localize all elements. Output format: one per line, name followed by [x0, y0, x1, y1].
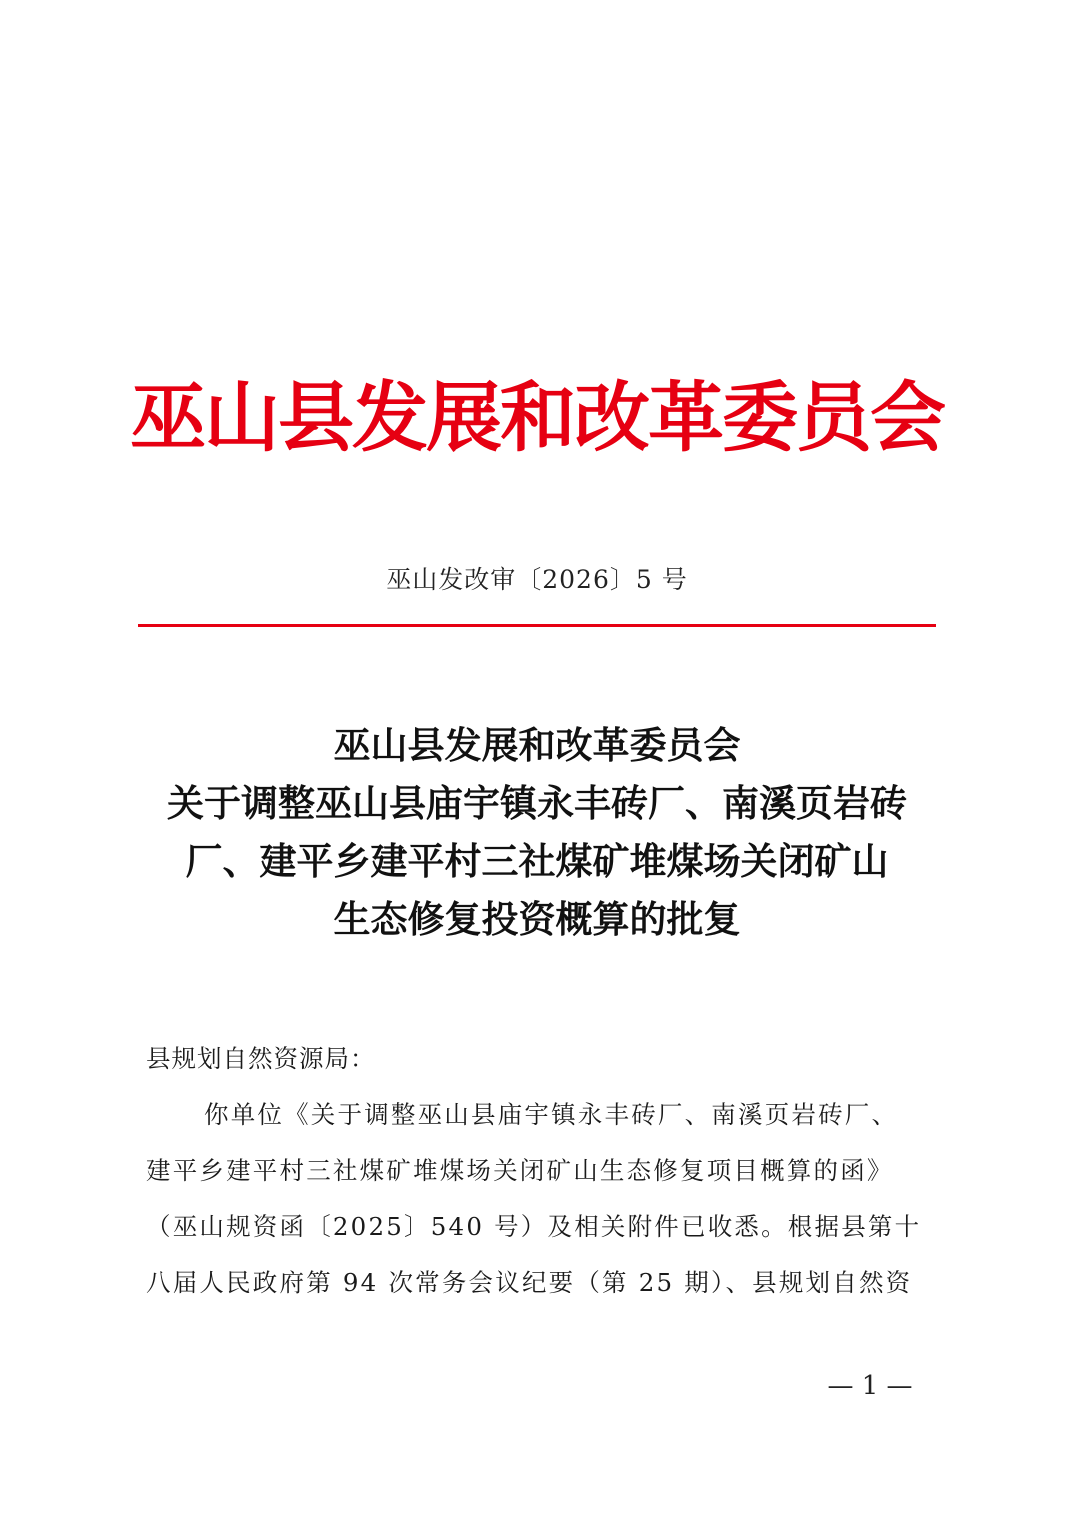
title-line: 巫山县发展和改革委员会 [333, 723, 741, 767]
body-line: 建平乡建平村三社煤矿堆煤场关闭矿山生态修复项目概算的函》 [146, 1156, 894, 1185]
body-line: 你单位《关于调整巫山县庙宇镇永丰砖厂、南溪页岩砖厂、 [204, 1100, 899, 1129]
letterhead-org-name: 巫山县发展和改革委员会 [130, 373, 944, 462]
title-line: 关于调整巫山县庙宇镇永丰砖厂、南溪页岩砖 [167, 781, 907, 825]
title-line: 生态修复投资概算的批复 [333, 897, 741, 941]
red-divider-line [138, 624, 936, 627]
title-line: 厂、建平乡建平村三社煤矿堆煤场关闭矿山 [185, 839, 889, 883]
page-number: — 1 — [827, 1371, 913, 1401]
document-number: 巫山发改审〔2026〕5 号 [386, 565, 688, 594]
addressee: 县规划自然资源局： [146, 1044, 376, 1073]
document-title [120, 716, 954, 948]
body-line: 八届人民政府第 94 次常务会议纪要（第 25 期）、县规划自然资 [146, 1268, 913, 1297]
body-line: （巫山规资函〔2025〕540 号）及相关附件已收悉。根据县第十 [146, 1212, 922, 1241]
